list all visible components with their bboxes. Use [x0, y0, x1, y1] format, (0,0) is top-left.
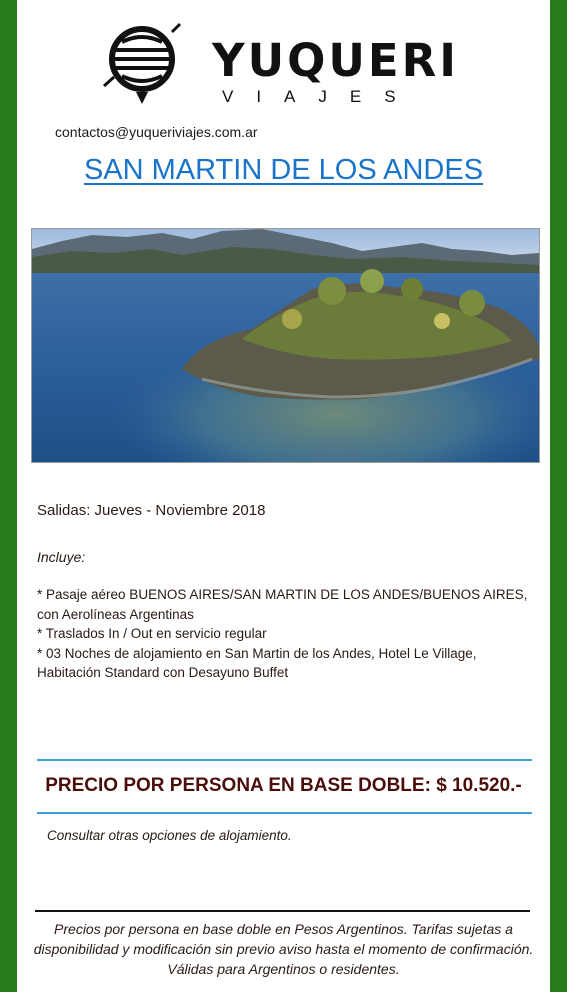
right-border-bar — [550, 0, 567, 992]
footer-divider — [35, 910, 530, 912]
includes-item: con Aerolíneas Argentinas — [37, 606, 194, 622]
departures-info: Salidas: Jueves - Noviembre 2018 — [37, 502, 266, 519]
left-border-bar — [0, 0, 17, 992]
price-per-person: PRECIO POR PERSONA EN BASE DOBLE: $ 10.520.- — [45, 775, 522, 796]
destination-photo — [31, 228, 540, 463]
includes-item: * Traslados In / Out en servicio regular — [37, 626, 267, 641]
newsletter-page — [17, 0, 550, 992]
includes-item: * Pasaje aéreo BUENOS AIRES/SAN MARTIN DE LOS ANDES/BUENOS AIRES, — [37, 587, 528, 602]
page-title[interactable] — [17, 154, 550, 187]
footer-disclaimer: Precios por persona en base doble en Pesos Argentinos. Tarifas sujetas a disponibilidad y modificación sin previo aviso hasta el momento de confirmación. Válidas para Argentinos o residentes. — [33, 921, 534, 977]
brand-logo-icon — [100, 20, 200, 110]
lake-island-photo-icon — [32, 229, 539, 462]
consult-note: Consultar otras opciones de alojamiento. — [47, 828, 292, 843]
brand-subtitle: VIAJES — [222, 87, 419, 106]
includes-item: Habitación Standard con Desayuno Buffet — [37, 665, 289, 680]
contact-email-link[interactable]: contactos@yuqueriviajes.com.ar — [55, 124, 258, 140]
includes-heading: Incluye: — [37, 549, 86, 565]
includes-item: * 03 Noches de alojamiento en San Martin de los Andes, Hotel Le Village, — [37, 645, 477, 661]
brand-name: YUQUERI — [212, 34, 460, 87]
page-title-text[interactable]: SAN MARTIN DE LOS ANDES — [83, 154, 484, 186]
includes-list — [37, 585, 542, 683]
price-divider-top — [37, 759, 532, 761]
price-divider-bottom — [37, 812, 532, 814]
